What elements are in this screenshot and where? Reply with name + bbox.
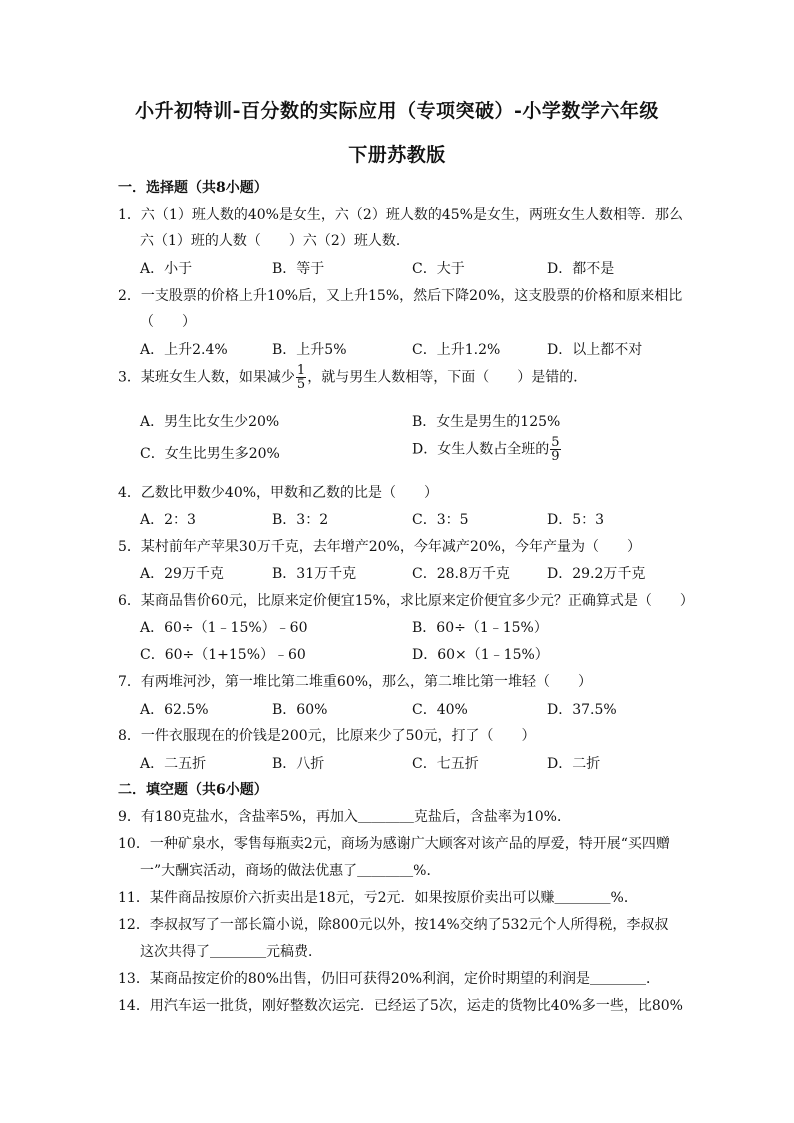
question-2-option-c: C．上升1.2% <box>412 342 501 358</box>
question-2-option-d: D．以上都不对 <box>547 342 643 358</box>
question-1-option-d: D．都不是 <box>547 261 615 277</box>
fraction-denominator: 5 <box>296 377 306 392</box>
question-3-prefix: 3．某班女生人数，如果减少 <box>118 369 295 386</box>
question-1-line2: 六（1）班的人数（ ）六（2）班人数． <box>140 233 410 249</box>
question-7-line1: 7．有两堆河沙，第一堆比第二堆重60%，那么，第二堆比第一堆轻（ ） <box>118 674 593 690</box>
question-6-line1: 6．某商品售价60元，比原来定价便宜15%，求比原来定价便宜多少元？正确算式是（ ） <box>118 593 694 609</box>
question-3-option-d <box>412 436 562 463</box>
fraction-numerator: 1 <box>296 363 306 378</box>
question-12-line2: 这次共得了＿＿＿＿元稿费． <box>140 944 322 960</box>
question-4-option-b: B．3：2 <box>272 512 329 528</box>
question-8-option-d: D．二折 <box>547 756 601 772</box>
question-1-line1: 1．六（1）班人数的40%是女生，六（2）班人数的45%是女生，两班女生人数相等．那么 <box>118 207 683 223</box>
question-8-option-c: C．七五折 <box>412 756 479 772</box>
question-7-option-d: D．37.5% <box>547 702 617 718</box>
question-7-option-b: B．60% <box>272 702 328 718</box>
question-7-option-c: C．40% <box>412 702 468 718</box>
question-7-option-a: A．62.5% <box>140 702 209 718</box>
question-2-line1: 2．一支股票的价格上升10%后，又上升15%，然后下降20%，这支股票的价格和原来相比 <box>118 288 683 304</box>
question-4-line1: 4．乙数比甲数少40%，甲数和乙数的比是（ ） <box>118 485 439 501</box>
question-1-option-b: B．等于 <box>272 261 325 277</box>
question-11-line1: 11．某件商品按原价六折卖出是18元，亏2元．如果按原价卖出可以赚＿＿＿＿%． <box>118 890 638 906</box>
section-heading-choice: 一．选择题（共8小题） <box>118 180 268 196</box>
fraction-denominator: 9 <box>551 449 560 464</box>
question-8-line1: 8．一件衣服现在的价钱是200元，比原来少了50元，打了（ ） <box>118 728 536 744</box>
question-10-line2: 一”大酬宾活动，商场的做法优惠了＿＿＿＿%． <box>140 863 441 879</box>
question-5-option-d: D．29.2万千克 <box>547 566 646 582</box>
question-3-stem <box>118 364 587 391</box>
question-3-option-a: A．男生比女生少20% <box>140 414 280 430</box>
question-6-option-d: D．60×（1﹣15%） <box>412 647 549 663</box>
question-5-line1: 5．某村前年产苹果30万千克，去年增产20%，今年减产20%，今年产量为（ ） <box>118 539 641 555</box>
question-12-line1: 12．李叔叔写了一部长篇小说，除800元以外，按14%交纳了532元个人所得税，李叔叔 <box>118 917 669 933</box>
question-4-option-a: A．2：3 <box>140 512 196 528</box>
question-6-option-a: A．60÷（1﹣15%）﹣60 <box>140 620 308 636</box>
question-8-option-b: B．八折 <box>272 756 325 772</box>
question-3-option-c: C．女生比男生多20% <box>140 446 280 462</box>
question-1-option-c: C．大于 <box>412 261 465 277</box>
fraction-numerator: 5 <box>551 435 560 450</box>
question-4-option-c: C．3：5 <box>412 512 469 528</box>
document-title-line2: 下册苏教版 <box>348 144 446 166</box>
question-2-option-b: B．上升5% <box>272 342 347 358</box>
question-3-fraction <box>296 364 306 391</box>
question-5-option-c: C．28.8万千克 <box>412 566 510 582</box>
question-5-option-b: B．31万千克 <box>272 566 357 582</box>
question-3-suffix: ，就与男生人数相等，下面（ ）是错的． <box>307 369 588 386</box>
question-14-line1: 14．用汽车运一批货，刚好整数次运完．已经运了5次，运走的货物比40%多一些，比80% <box>118 998 683 1014</box>
question-2-option-a: A．上升2.4% <box>140 342 228 358</box>
question-3-option-d-prefix: D．女生人数占全班的 <box>412 441 550 458</box>
question-10-line1: 10．一种矿泉水，零售每瓶卖2元，商场为感谢广大顾客对该产品的厚爱，特开展“买四赠 <box>118 836 670 852</box>
question-9-line1: 9．有180克盐水，含盐率5%，再加入＿＿＿＿克盐后，含盐率为10%． <box>118 809 571 825</box>
question-13-line1: 13．某商品按定价的80%出售，仍旧可获得20%利润，定价时期望的利润是＿＿＿＿． <box>118 971 661 987</box>
question-2-line2: （ ） <box>140 314 196 330</box>
question-8-option-a: A．二五折 <box>140 756 207 772</box>
question-6-option-c: C．60÷（1+15%）﹣60 <box>140 647 306 663</box>
section-heading-fill-blank: 二．填空题（共6小题） <box>118 782 268 798</box>
question-3-option-d-fraction <box>550 436 560 463</box>
question-5-option-a: A．29万千克 <box>140 566 224 582</box>
question-3-option-b: B．女生是男生的125% <box>412 414 561 430</box>
document-title-line1: 小升初特训-百分数的实际应用（专项突破）-小学数学六年级 <box>135 100 659 122</box>
question-6-option-b: B．60÷（1﹣15%） <box>412 620 548 636</box>
question-1-option-a: A．小于 <box>140 261 193 277</box>
question-4-option-d: D．5：3 <box>547 512 605 528</box>
